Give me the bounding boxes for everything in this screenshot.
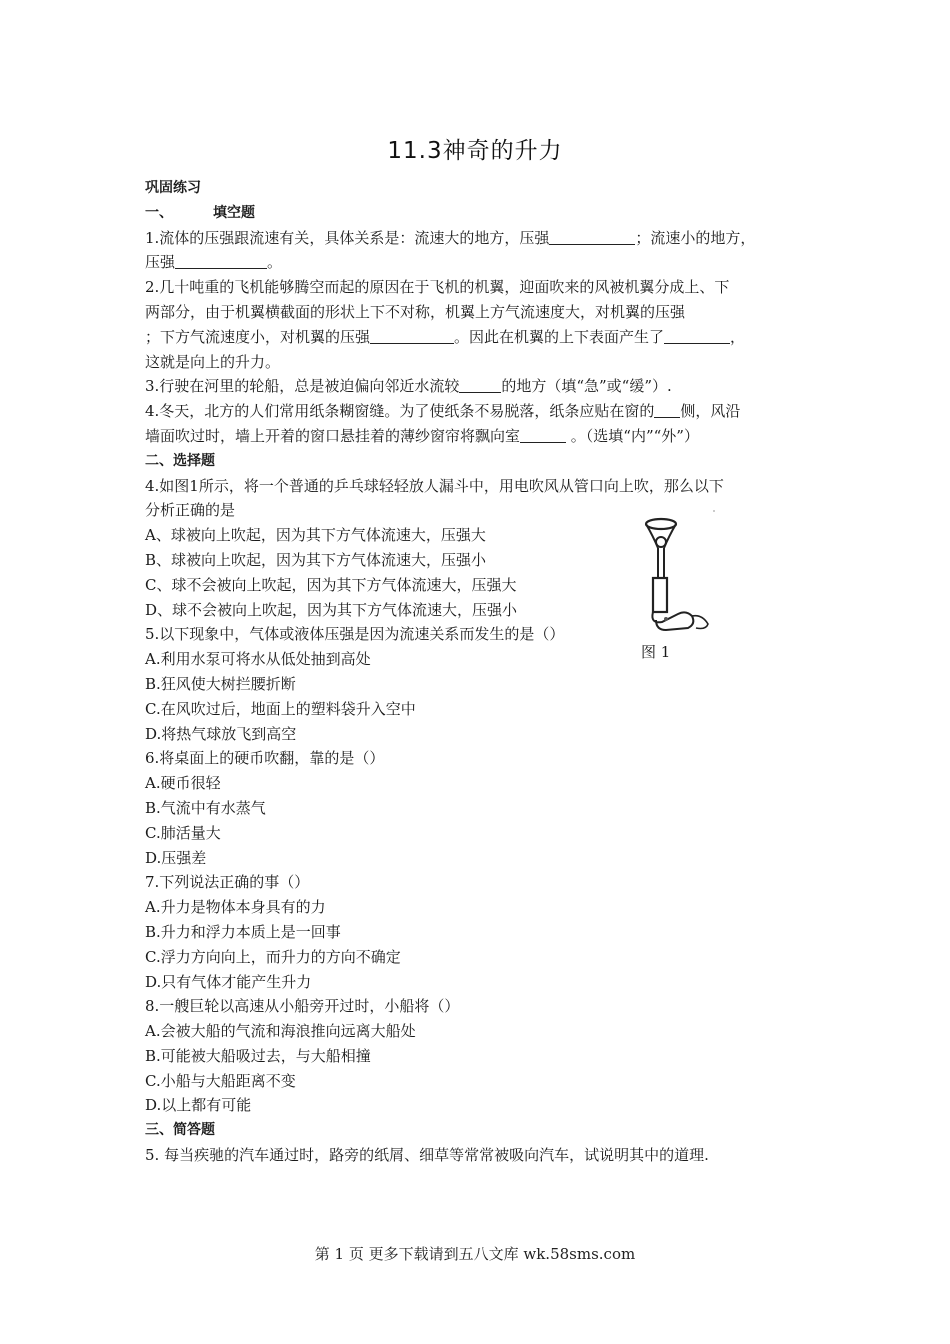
choice-option: B.升力和浮力本质上是一回事 [145,922,341,941]
hair-dryer-cord [692,616,708,629]
choice-option: B.狂风使大树拦腰折断 [145,674,296,693]
fill-question-4-line-2: 墙面吹过时，墙上开着的窗口悬挂着的薄纱窗帘将飘向室 。（选填“内”“外”） [145,426,699,445]
worksheet-body [145,176,825,1168]
fill-question-4-line-1: 4.冬天，北方的人们常用纸条糊窗缝。为了使纸条不易脱落，纸条应贴在窗的 侧，风沿 [145,402,741,421]
choice-option: B.气流中有水蒸气 [145,798,266,817]
choice-question-4-stem-1: 4.如图1所示，将一个普通的乒乓球轻轻放人漏斗中，用电吹风从管口向上吹，那么以下 [145,476,724,495]
answer-blank[interactable] [549,228,635,245]
choice-option: A.利用水泵可将水从低处抽到高处 [145,650,371,669]
answer-blank[interactable] [664,327,730,344]
choice-option: C.在风吹过后，地面上的塑料袋升入空中 [145,699,416,718]
choice-option: A.会被大船的气流和海浪推向远离大船处 [145,1022,416,1041]
fill-question-2-line-3: ；下方气流速度小，对机翼的压强 。因此在机翼的上下表面产生了 ， [145,327,746,346]
page-title: 11.3神奇的升力 [387,138,563,164]
choice-option: B.可能被大船吸过去，与大船相撞 [145,1046,371,1065]
choice-question-5-stem: 5.以下现象中，气体或液体压强是因为流速关系而发生的是（） [145,625,565,644]
section-intro: 巩固练习 [145,180,201,196]
choice-question-4-stem-2: 分析正确的是 [145,501,236,520]
answer-blank[interactable] [654,401,680,418]
hair-dryer-body [652,612,693,630]
answer-blank[interactable] [175,252,267,269]
hair-dryer-detail [664,617,668,621]
choice-option: C、球不会被向上吹起，因为其下方气体流速大，压强大 [145,575,517,594]
section-fill-heading: 一、 填空题 [145,204,255,221]
choice-option: C.肺活量大 [145,823,221,842]
section-short-heading: 三、简答题 [145,1122,215,1139]
choice-option: A.升力是物体本身具有的力 [145,898,326,917]
choice-option: D.以上都有可能 [145,1096,252,1115]
choice-option: A、球被向上吹起，因为其下方气体流速大，压强大 [145,526,486,545]
choice-option: C.小船与大船距离不变 [145,1071,296,1090]
figure-caption: 图 1 [641,643,671,661]
fill-question-2-line-4: 这就是向上的升力。 [145,352,281,371]
funnel-hairdryer-illustration [626,506,726,656]
choice-question-6-stem: 6.将桌面上的硬币吹翻，靠的是（） [145,749,385,768]
choice-option: C.浮力方向向上，而升力的方向不确定 [145,947,401,966]
ping-pong-ball [656,537,666,547]
choice-option: A.硬币很轻 [145,774,221,793]
choice-option: D.只有气体才能产生升力 [145,972,312,991]
tube [658,548,664,578]
choice-question-7-stem: 7.下列说法正确的事（） [145,873,310,892]
stray-dot [713,510,715,512]
answer-blank[interactable] [459,376,501,393]
fill-question-2-line-2: 两部分，由于机翼横截面的形状上下不对称，机翼上方气流速度大，对机翼的压强 [145,302,686,321]
answer-blank[interactable] [370,327,454,344]
short-answer-question-5: 5. 每当疾驰的汽车通过时，路旁的纸屑、细草等常常被吸向汽车，试说明其中的道理. [145,1146,709,1165]
choice-option: D.压强差 [145,848,207,867]
hair-dryer-handle [653,578,667,612]
fill-question-1-line-2: 压强 。 [145,253,283,272]
fill-question-2-line-1: 2.几十吨重的飞机能够腾空而起的原因在于飞机的机翼，迎面吹来的风被机翼分成上、下 [145,278,730,297]
funnel-rim [646,519,676,529]
answer-blank[interactable] [520,426,566,443]
page-footer: 第 1 页 更多下载请到五八文库 wk.58sms.com [314,1245,636,1263]
section-choice-heading: 二、选择题 [145,452,215,469]
choice-option: B、球被向上吹起，因为其下方气体流速大，压强小 [145,550,487,569]
fill-question-3: 3.行驶在河里的轮船，总是被迫偏向邻近水流较 的地方（填“急”或“缓”）. [145,377,672,396]
choice-question-8-stem: 8.一艘巨轮以高速从小船旁开过时，小船将（） [145,997,460,1016]
fill-question-1-line-1: 1.流体的压强跟流速有关，具体关系是：流速大的地方，压强 ；流速小的地方， [145,228,756,247]
choice-option: D.将热气球放飞到高空 [145,724,297,743]
choice-option: D、球不会被向上吹起，因为其下方气体流速大，压强小 [145,600,518,619]
